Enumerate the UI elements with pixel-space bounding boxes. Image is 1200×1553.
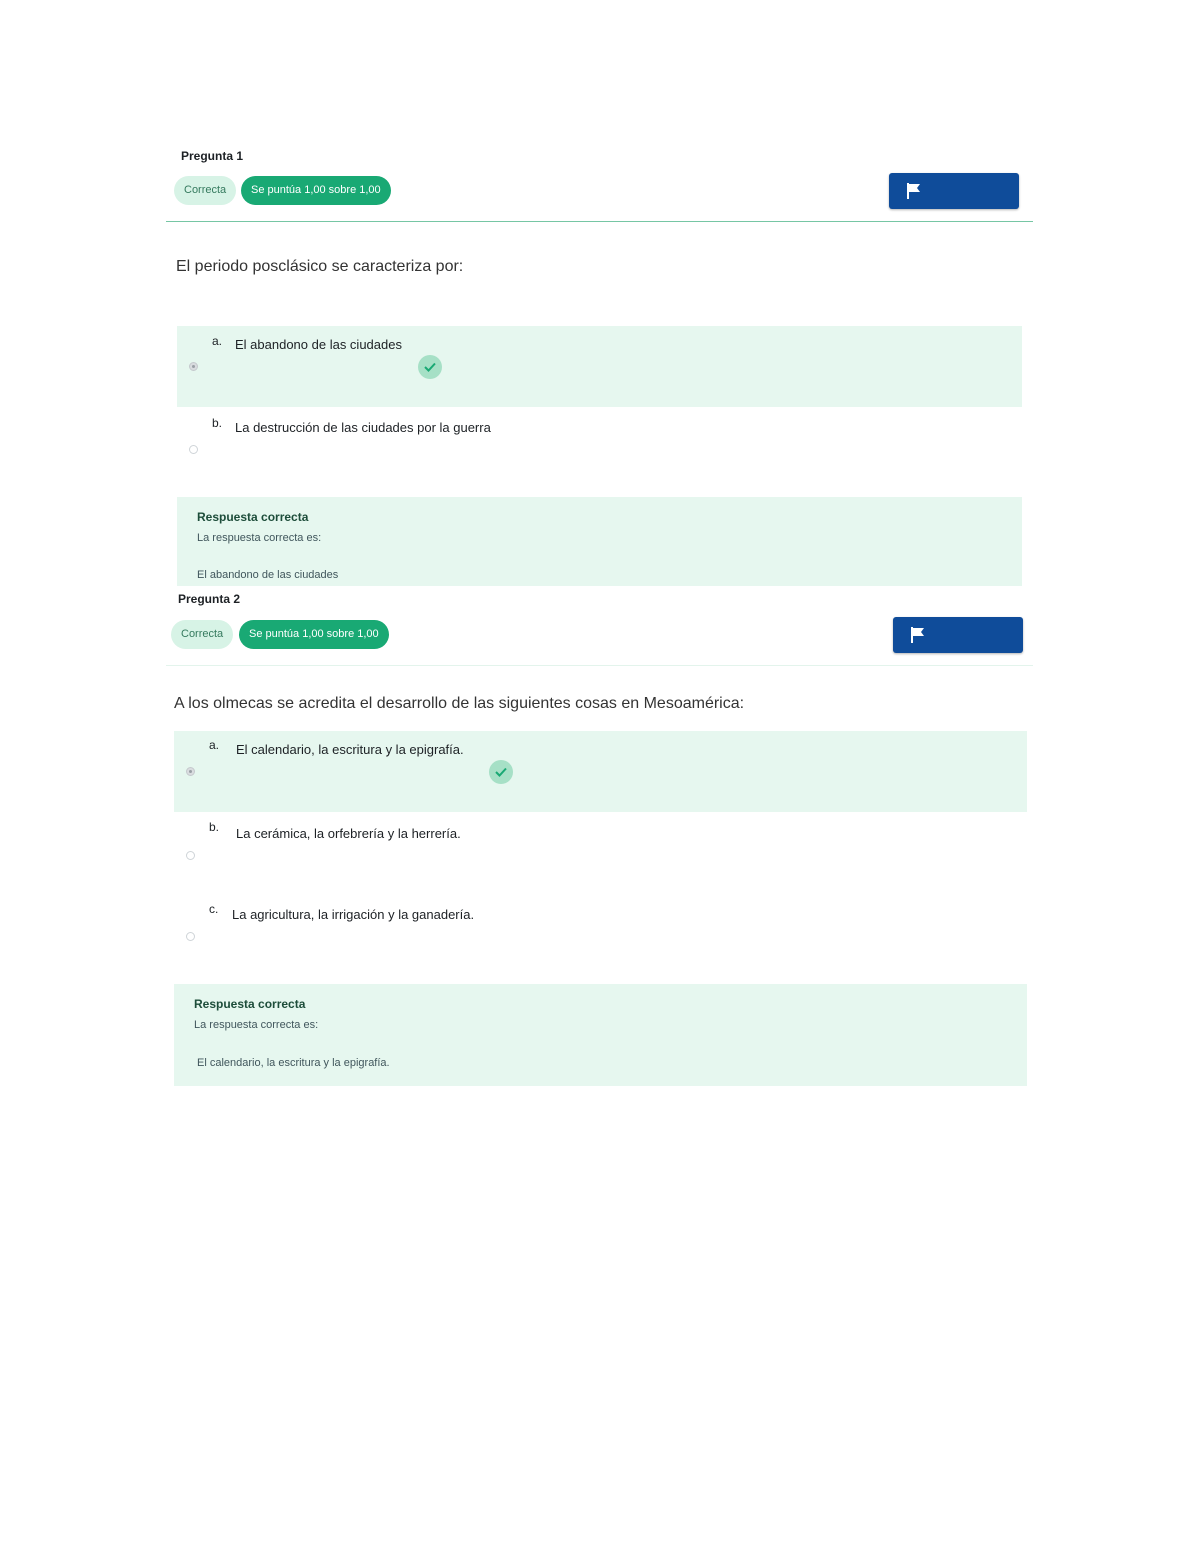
grade-badge: Se puntúa 1,00 sobre 1,00 <box>241 176 391 205</box>
answer-radio[interactable] <box>189 362 198 371</box>
check-icon <box>418 355 442 379</box>
feedback-answer: El calendario, la escritura y la epigrafía. <box>197 1057 390 1069</box>
state-badge: Correcta <box>171 620 233 649</box>
question-number: Pregunta 1 <box>181 149 244 163</box>
answer-radio[interactable] <box>186 767 195 776</box>
check-icon <box>489 760 513 784</box>
state-badge: Correcta <box>174 176 236 205</box>
question-number: Pregunta 2 <box>178 592 241 606</box>
feedback-panel <box>177 497 1022 586</box>
answer-letter: b. <box>209 820 220 834</box>
feedback-panel <box>174 984 1027 1086</box>
answer-option-c[interactable] <box>174 897 1027 967</box>
answer-text: La cerámica, la orfebrería y la herrería. <box>236 826 461 841</box>
feedback-intro: La respuesta correcta es: <box>194 1019 319 1031</box>
answer-text: La destrucción de las ciudades por la guerra <box>235 420 491 435</box>
flag-icon <box>911 627 925 643</box>
flag-question-button[interactable] <box>889 173 1019 209</box>
answer-letter: b. <box>212 416 223 430</box>
header-divider <box>166 665 1033 666</box>
answer-option-a[interactable] <box>174 731 1027 812</box>
answer-option-b[interactable] <box>177 410 1022 480</box>
flag-question-button[interactable] <box>893 617 1023 653</box>
answer-radio[interactable] <box>186 851 195 860</box>
feedback-answer: El abandono de las ciudades <box>197 569 339 581</box>
answer-text: El abandono de las ciudades <box>235 337 402 352</box>
answer-radio[interactable] <box>189 445 198 454</box>
answer-letter: a. <box>209 738 220 752</box>
feedback-title: Respuesta correcta <box>197 510 309 524</box>
answer-letter: a. <box>212 334 223 348</box>
feedback-title: Respuesta correcta <box>194 997 306 1011</box>
answer-text: El calendario, la escritura y la epigrafía. <box>236 742 464 757</box>
flag-icon <box>907 183 921 199</box>
answer-radio[interactable] <box>186 932 195 941</box>
question-text: A los olmecas se acredita el desarrollo de las siguientes cosas en Mesoamérica: <box>174 695 745 712</box>
answer-text: La agricultura, la irrigación y la ganadería. <box>232 907 475 922</box>
header-divider <box>166 221 1033 222</box>
question-text: El periodo posclásico se caracteriza por: <box>176 258 464 275</box>
feedback-intro: La respuesta correcta es: <box>197 532 322 544</box>
answer-option-b[interactable] <box>174 815 1027 885</box>
answer-option-a[interactable] <box>177 326 1022 407</box>
grade-badge: Se puntúa 1,00 sobre 1,00 <box>239 620 389 649</box>
answer-letter: c. <box>209 902 219 916</box>
